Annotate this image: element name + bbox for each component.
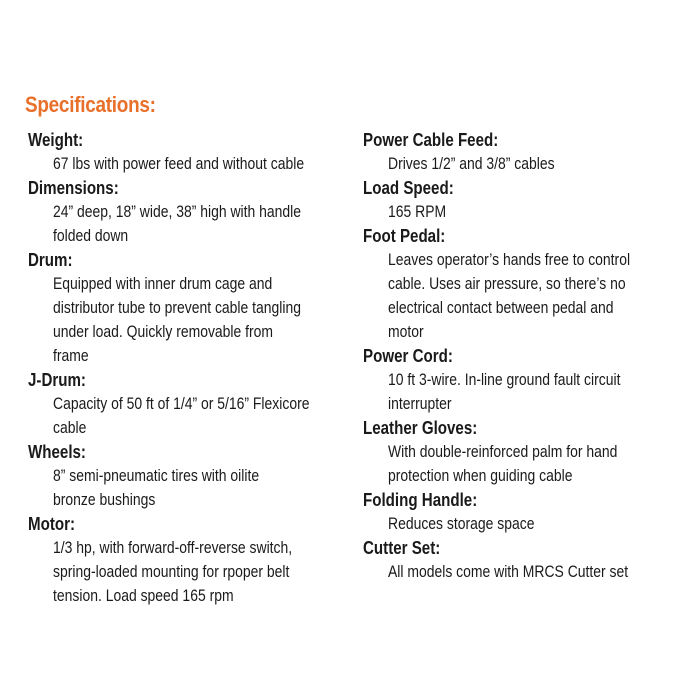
spec-power-cord (363, 344, 683, 416)
spec-motor (28, 512, 348, 608)
spec-value: Drives 1/2” and 3/8” cables (388, 154, 555, 173)
spec-label: Motor: (28, 514, 76, 534)
spec-value: 165 RPM (388, 202, 447, 221)
spec-value: Leaves operator’s hands free to control cable. Uses air pressure, so there’s no electrical contact between pedal and motor (388, 250, 631, 341)
page-title: Specifications: (25, 92, 156, 117)
spec-value: 10 ft 3-wire. In-line ground fault circuit interrupter (388, 370, 621, 413)
spec-dimensions (28, 176, 348, 248)
spec-value: 67 lbs with power feed and without cable (53, 154, 305, 173)
spec-label: Power Cable Feed: (363, 130, 499, 150)
spec-column-right (363, 128, 683, 584)
spec-label: Foot Pedal: (363, 226, 446, 246)
spec-label: Weight: (28, 130, 84, 150)
spec-value: 24” deep, 18” wide, 38” high with handle folded down (53, 202, 301, 245)
spec-power-cable-feed (363, 128, 683, 176)
spec-label: J-Drum: (28, 370, 86, 390)
spec-value: Equipped with inner drum cage and distributor tube to prevent cable tangling under load. Quickly removable from frame (53, 274, 301, 365)
spec-folding-handle (363, 488, 683, 536)
spec-label: Load Speed: (363, 178, 454, 198)
spec-label: Cutter Set: (363, 538, 441, 558)
spec-value: 1/3 hp, with forward-off-reverse switch, spring-loaded mounting for rpoper belt tension. Load speed 165 rpm (53, 538, 293, 605)
spec-value: Reduces storage space (388, 514, 535, 533)
spec-weight (28, 128, 348, 176)
spec-value: Capacity of 50 ft of 1/4” or 5/16” Flexicore cable (53, 394, 310, 437)
spec-leather-gloves (363, 416, 683, 488)
spec-label: Folding Handle: (363, 490, 478, 510)
spec-drum (28, 248, 348, 368)
spec-cutter-set (363, 536, 683, 584)
spec-label: Leather Gloves: (363, 418, 478, 438)
spec-label: Drum: (28, 250, 73, 270)
spec-value: 8” semi-pneumatic tires with oilite bronze bushings (53, 466, 260, 509)
spec-column-left (28, 128, 348, 608)
spec-wheels (28, 440, 348, 512)
spec-value: All models come with MRCS Cutter set (388, 562, 629, 581)
spec-label: Dimensions: (28, 178, 119, 198)
spec-label: Wheels: (28, 442, 86, 462)
spec-load-speed (363, 176, 683, 224)
spec-value: With double-reinforced palm for hand protection when guiding cable (388, 442, 618, 485)
spec-label: Power Cord: (363, 346, 453, 366)
spec-foot-pedal (363, 224, 683, 344)
spec-j-drum (28, 368, 348, 440)
